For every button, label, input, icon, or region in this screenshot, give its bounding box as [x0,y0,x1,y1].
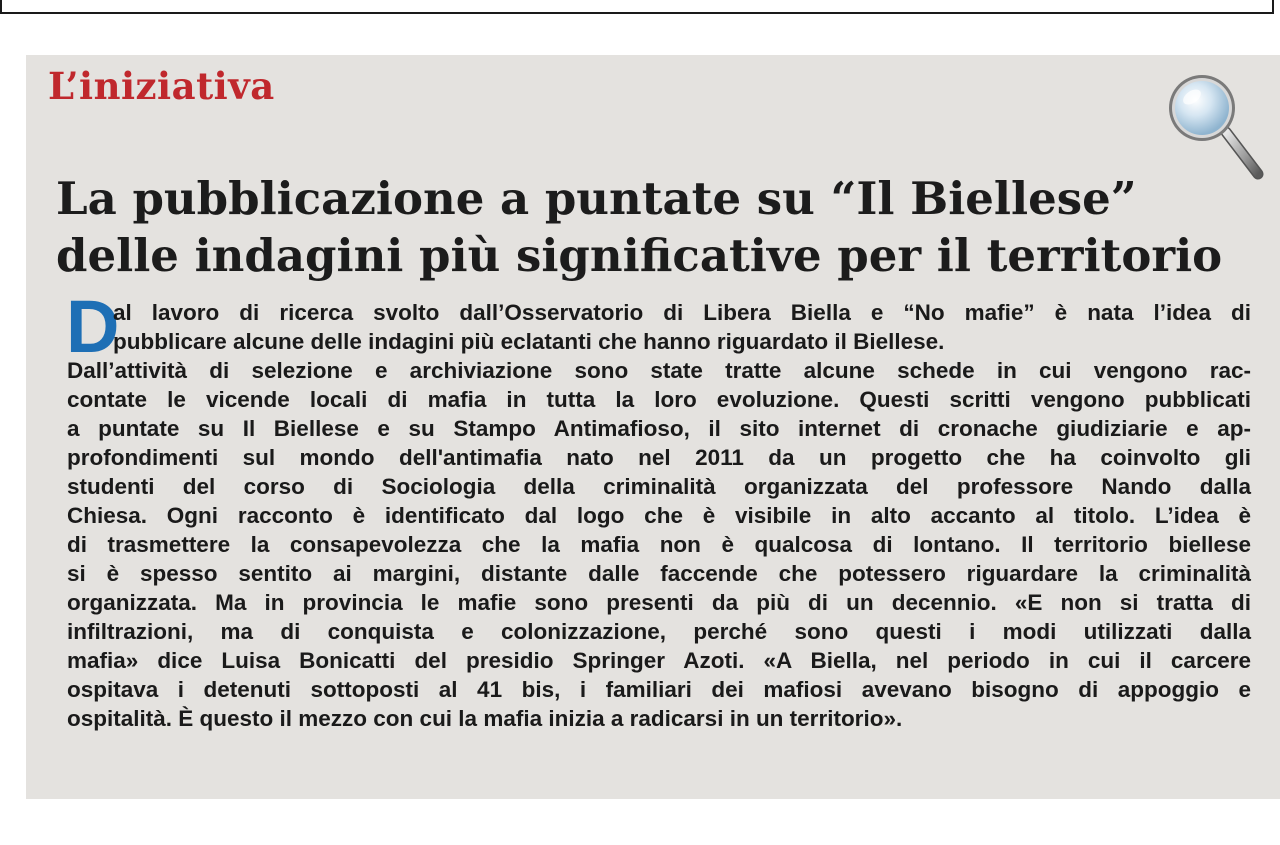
body-line: pubblicare alcune delle indagini più eclatanti che hanno riguardato il Biellese. [113,329,945,354]
body-line: organizzata. Ma in provincia le mafie sono presenti da più di un decennio. «E non si tratta di [67,590,1251,615]
body-line: contate le vicende locali di mafia in tutta la loro evoluzione. Questi scritti vengono pubblicati [67,387,1251,412]
body-line: al lavoro di ricerca svolto dall’Osservatorio di Libera Biella e “No mafie” è nata l’idea di [113,300,1251,325]
body-line: profondimenti sul mondo dell'antimafia nato nel 2011 da un progetto che ha coinvolto gli [67,445,1251,470]
body-line: a puntate su Il Biellese e su Stampo Antimafioso, il sito internet di cronache giudiziarie e ap- [67,416,1251,441]
body-line: Dall’attività di selezione e archiviazione sono state tratte alcune schede in cui vengono rac- [67,358,1251,383]
body-line: si è spesso sentito ai margini, distante dalle faccende che potessero riguardare la criminalità [67,561,1251,586]
headline [56,170,1266,284]
section-kicker: L’iniziativa [48,64,275,108]
drop-cap: D [66,285,120,368]
body-line: mafia» dice Luisa Bonicatti del presidio Springer Azoti. «A Biella, nel periodo in cui il carcere [67,648,1251,673]
body-line: di trasmettere la consapevolezza che la mafia non è qualcosa di lontano. Il territorio biellese [67,532,1251,557]
body-line: ospitalità. È questo il mezzo con cui la mafia inizia a radicarsi in un territorio». [67,706,903,731]
article-body [67,298,1251,733]
body-line: ospitava i detenuti sottoposti al 41 bis, i familiari dei mafiosi avevano bisogno di appoggio e [67,677,1251,702]
magnifying-glass-icon [1164,70,1264,182]
body-line: studenti del corso di Sociologia della criminalità organizzata del professore Nando dalla [67,474,1251,499]
previous-article-frame [0,0,1274,14]
body-line: infiltrazioni, ma di conquista e colonizzazione, perché sono questi i modi utilizzati dalla [67,619,1251,644]
headline-line-2: delle indagini più significative per il territorio [56,229,1223,282]
body-line: Chiesa. Ogni racconto è identificato dal logo che è visibile in alto accanto al titolo. L’idea è [67,503,1251,528]
headline-line-1: La pubblicazione a puntate su “Il Biellese” [56,172,1137,225]
